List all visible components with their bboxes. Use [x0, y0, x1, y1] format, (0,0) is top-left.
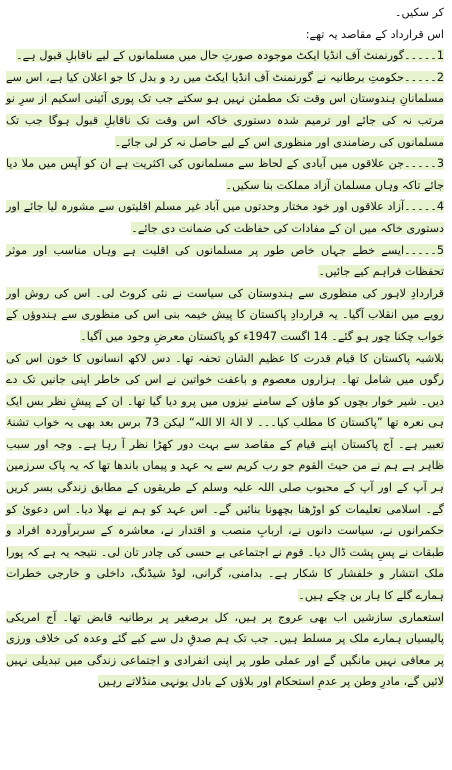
paragraph-objective-4: [6, 196, 444, 239]
paragraph-objective-1: [6, 45, 444, 67]
paragraph-objective-5: [6, 240, 444, 283]
paragraph-objectives-heading: اس قرارداد کے مقاصد یہ تھے:: [305, 27, 444, 41]
highlighted-text: 2۔۔۔۔۔حکومتِ برطانیہ نے گورنمنٹ آف انڈیا ایکٹ میں رد و بدل کا جو اعلان کیا ہے، اس سے مسلمانانِ ہندوستان اس وقت تک مطمئن نہیں ہو سکتے جب تک پوری آئینی اسکیم از سرِ نو مرتب نہ کی جائے اور ترمیم شدہ دستوری خاکہ اس وقت تک ناقابلِ قبول ہوگا جب تک مسلمانوں کی رضامندی اور منظوری اس کے لیے حاصل نہ کر لی جائے۔: [6, 70, 444, 149]
highlighted-text: استعماری سازشیں اب بھی عروج پر ہیں، کل برصغیر پر برطانیہ قابض تھا۔ آج امریکی پالیسیاں ہمارے ملک پر مسلط ہیں۔ جب تک ہم صدقِ دل سے کیے گئے وعدہ کی خلاف ورزی پر معافی نہیں مانگیں گے اور عملی طور پر اپنی انفرادی و اجتماعی زندگی میں تبدیلی نہیں لائیں گے، مادرِ وطن پر عدمِ استحکام اور بلاؤں کے بادل یونہی منڈلاتے رہیں: [6, 610, 444, 689]
paragraph-objective-2: [6, 67, 444, 153]
highlighted-text: 3۔۔۔۔۔جن علاقوں میں آبادی کے لحاظ سے مسلمانوں کی اکثریت ہے ان کو آپس میں ملا دیا جائے تاکہ وہاں مسلمان آزاد مملکت بنا سکیں۔: [6, 157, 444, 192]
highlighted-text: 4۔۔۔۔۔آزاد علاقوں اور خود مختار وحدتوں میں آباد غیر مسلم اقلیتوں سے مشورہ لیا جائے اور دستوری خاکہ میں ان کے مفادات کی حفاظت کی ضمانت دی جائے۔: [6, 200, 444, 235]
paragraph-objective-3: [6, 153, 444, 196]
highlighted-text: بلاشبہ پاکستان کا قیام قدرت کا عظیم الشان تحفہ تھا۔ دس لاکھ انسانوں کا خون اس کی رگوں میں شامل تھا۔ ہزاروں معصوم و باعفت خواتین نے اس کی خاطر اپنی جانیں تک دے دیں۔ شیر خوار بچوں کو ماؤں کے سامنے نیزوں میں پرو دیا گیا تھا۔ ان کے پیشِ نظر بس ایک ہی نعرہ تھا ”پاکستان کا مطلب کیا۔۔۔ لا الہٰ الا اللہ“ لیکن 73 برس بعد بھی یہ خواب تشنۂ تعبیر ہے۔ آج پاکستان اپنے قیام کے مقاصد سے بہت دور کھڑا نظر آ رہا ہے۔ وجہ اور سبب ظاہر ہے ہم نے من حیث القوم جو رب کریم سے یہ عہد و پیماں باندھا تھا کہ یہ پاک سرزمین ہر آپ کے اور آپ کے محبوب صلی اللہ علیہ وسلم کے طریقوں کے مطابق زندگی بسر کریں گے۔ اسلامی تعلیمات کو اوڑھنا بچھونا بنائیں گے۔ اس عہد کو ہم نے بھلا دیا۔ اس دعویٰ کو حکمرانوں نے، سیاست دانوں نے، اربابِ منصب و اقتدار نے، معاشرہ کے سربرآوردہ افراد و طبقات نے پسِ پشت ڈال دیا۔ قوم نے اجتماعی بے حسی کی چادر تان لی۔ نتیجہ یہ ہے کہ پورا ملک انتشار و خلفشار کا شکار ہے۔ بدامنی، گرانی، لوڈ شیڈنگ، داخلی و خارجی خطرات ہمارے گلے کا ہار بن چکے ہیں۔: [6, 351, 444, 603]
highlighted-text: قراردادِ لاہور کی منظوری سے ہندوستان کی سیاست نے نئی کروٹ لی۔ اس کی روش اور رویے میں انقلاب آگیا۔ یہ قراردادِ پاکستان کا پیش خیمہ بنی اس کی منظوری سے ہندوؤں کے خواب چکنا چور ہو گئے۔ 14 اگست 1947ء کو پاکستان معرضِ وجود میں آگیا۔: [6, 286, 444, 343]
paragraph-creation-of-pakistan: [6, 348, 444, 607]
highlighted-text: 1۔۔۔۔۔گورنمنٹ آف انڈیا ایکٹ موجودہ صورتِ حال میں مسلمانوں کے لیے ناقابلِ قبول ہے۔: [16, 49, 444, 63]
paragraph-lahore-resolution: [6, 283, 444, 348]
paragraph-colonial-conspiracies: [6, 607, 444, 693]
paragraph-continuation: کر سکیں۔: [394, 6, 444, 19]
highlighted-text: 5۔۔۔۔۔ایسے خطے جہاں خاص طور پر مسلمانوں کی اقلیت ہے وہاں مناسب اور موثر تحفظات فراہم کیے جائیں۔: [6, 243, 444, 279]
